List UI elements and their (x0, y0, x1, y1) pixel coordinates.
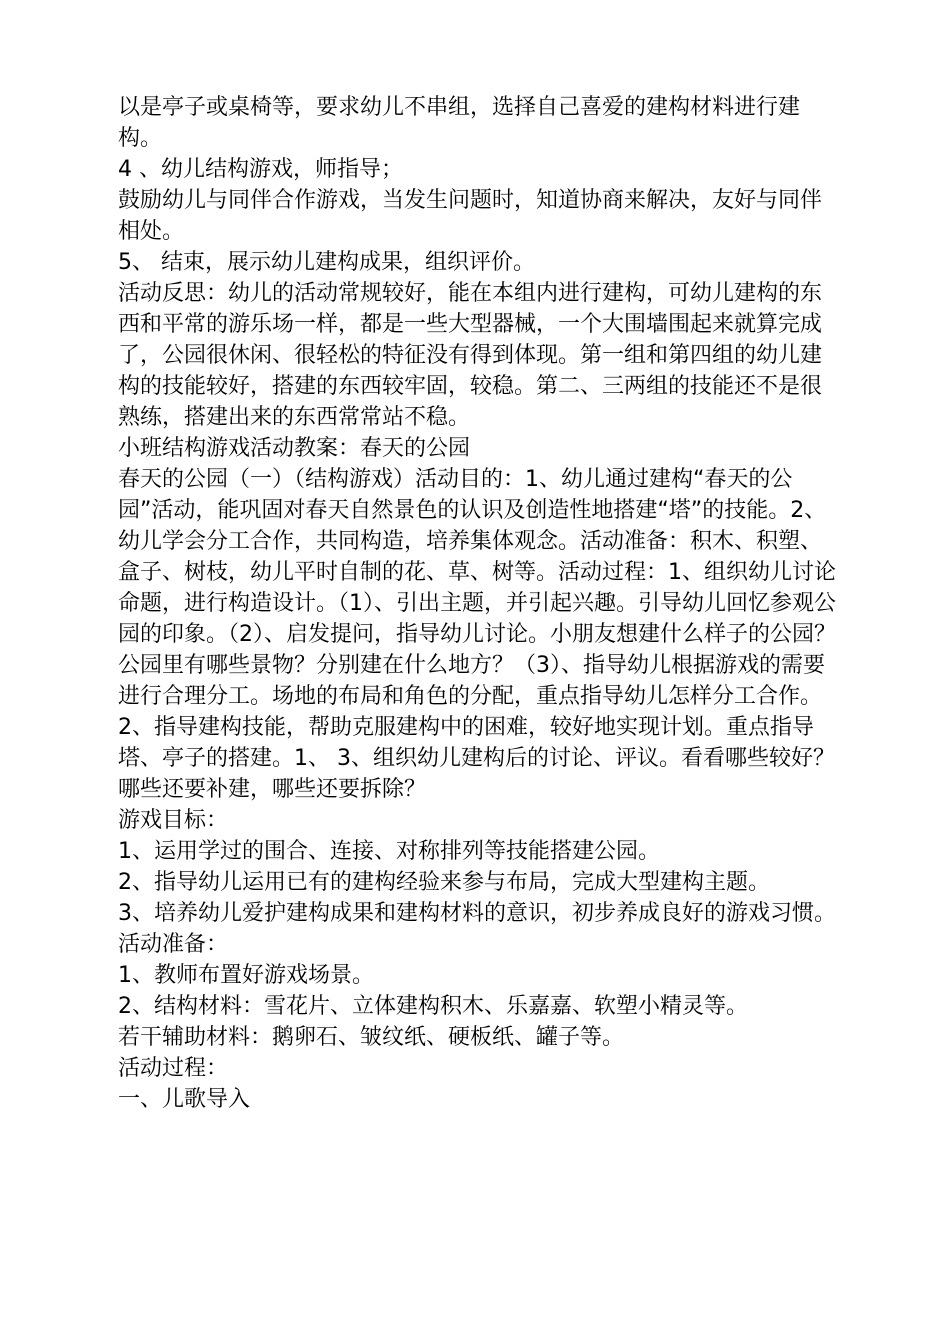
section-heading: 小班结构游戏活动教案：春天的公园 (118, 436, 471, 461)
document-body (118, 92, 838, 1115)
paragraph: 春天的公园（一）（结构游戏）活动目的：1、幼儿通过建构“春天的公园”活动，能巩固对春天自然景色的认识及创造性地搭建“塔”的技能。2、幼儿学会分工合作，共同构造，培养集体观念。活动准备：积木、积塑、盒子、树枝，幼儿平时自制的花、草、树等。活动过程：1、组织幼儿讨论命题，进行构造设计。（1）、引出主题，并引起兴趣。引导幼儿回忆参观公园的印象。（2）、启发提问，指导幼儿讨论。小朋友想建什么样子的公园？公园里有哪些景物？分别建在什么地方？（3）、指导幼儿根据游戏的需要进行合理分工。场地的布局和角色的分配，重点指导幼儿怎样分工合作。2、指导建构技能，帮助克服建构中的困难，较好地实现计划。重点指导塔、亭子的搭建。1、 3、组织幼儿建构后的讨论、评议。看看哪些较好？哪些还要补建，哪些还要拆除？ (118, 467, 836, 802)
paragraph: 活动准备： (118, 932, 229, 957)
paragraph: 活动反思：幼儿的活动常规较好，能在本组内进行建构，可幼儿建构的东西和平常的游乐场一样，都是一些大型器械，一个大围墙围起来就算完成了，公园很休闲、很轻松的特征没有得到体现。第一组和第四组的幼儿建构的技能较好，搭建的东西较牢固，较稳。第二、三两组的技能还不是很熟练，搭建出来的东西常常站不稳。 (118, 281, 823, 430)
paragraph: 游戏目标： (118, 808, 229, 833)
list-item: 2、指导幼儿运用已有的建构经验来参与布局，完成大型建构主题。 (118, 870, 770, 895)
paragraph: 一、儿歌导入 (118, 1087, 251, 1112)
list-item: 1、运用学过的围合、连接、对称排列等技能搭建公园。 (118, 839, 660, 864)
paragraph: 若干辅助材料：鹅卵石、皱纹纸、硬板纸、罐子等。 (118, 1025, 625, 1050)
paragraph: 4 、幼儿结构游戏，师指导； (118, 157, 403, 182)
list-item: 3、培养幼儿爱护建构成果和建构材料的意识，初步养成良好的游戏习惯。 (118, 901, 836, 926)
paragraph: 活动过程： (118, 1056, 229, 1081)
paragraph: 鼓励幼儿与同伴合作游戏，当发生问题时，知道协商来解决，友好与同伴相处。 (118, 188, 823, 244)
list-item: 2、结构材料：雪花片、立体建构积木、乐嘉嘉、软塑小精灵等。 (118, 994, 748, 1019)
paragraph: 以是亭子或桌椅等，要求幼儿不串组，选择自己喜爱的建构材料进行建构。 (118, 95, 801, 151)
paragraph: 5、 结束，展示幼儿建构成果，组织评价。 (118, 250, 535, 275)
list-item: 1、教师布置好游戏场景。 (118, 963, 374, 988)
